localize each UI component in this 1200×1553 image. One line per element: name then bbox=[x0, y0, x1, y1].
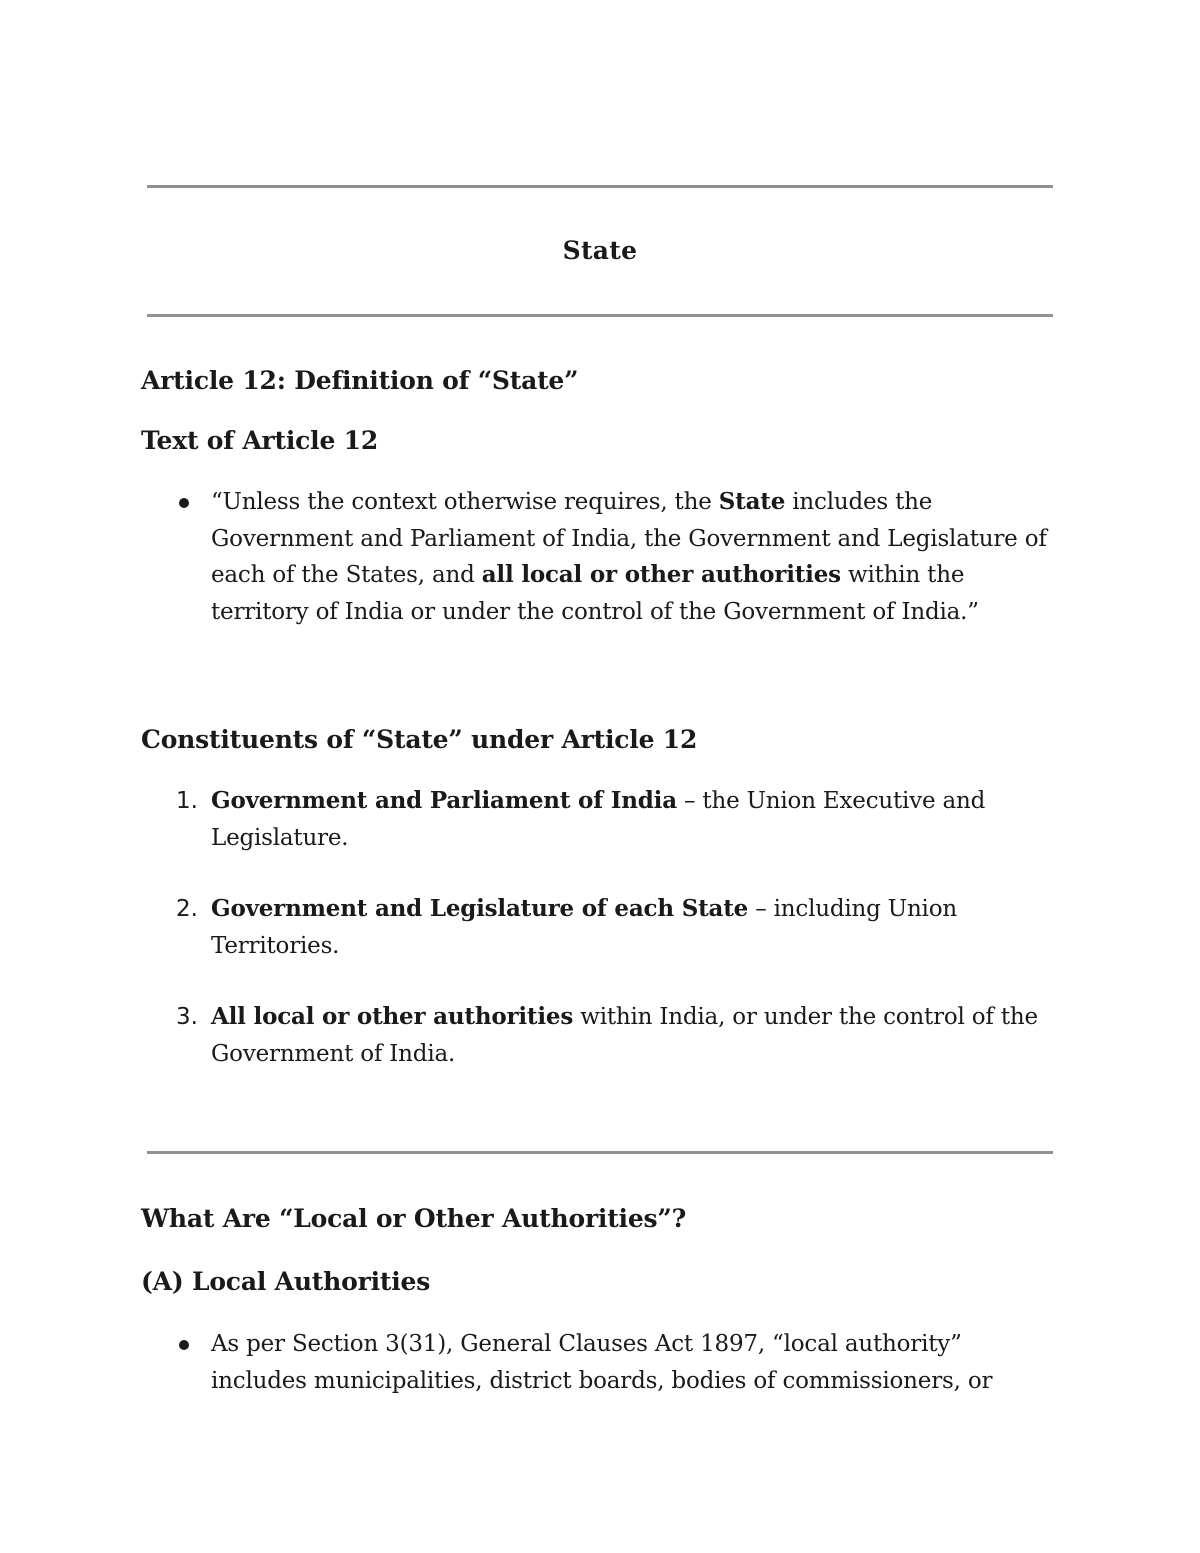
article12-heading: Article 12: Definition of “State” bbox=[141, 366, 579, 395]
article-text-bold: all local or other authorities bbox=[481, 561, 841, 588]
article-text-part: “Unless the context otherwise requires, the bbox=[211, 489, 719, 515]
list-item bbox=[211, 891, 1061, 964]
horizontal-rule bbox=[147, 185, 1053, 188]
article-text-part: within the territory of India or under the control of the Government of India.” bbox=[211, 562, 979, 625]
local-authorities-heading: What Are “Local or Other Authorities”? bbox=[141, 1204, 687, 1233]
list-number: 3. bbox=[176, 1004, 198, 1030]
text-of-article-heading: Text of Article 12 bbox=[141, 426, 379, 455]
list-item bbox=[211, 999, 1061, 1072]
constituents-heading: Constituents of “State” under Article 12 bbox=[141, 725, 698, 754]
article-text-paragraph bbox=[211, 484, 1061, 630]
horizontal-rule bbox=[147, 1151, 1053, 1154]
page-title: State bbox=[562, 236, 638, 265]
local-authorities-subheading: (A) Local Authorities bbox=[141, 1267, 431, 1296]
bullet-icon bbox=[179, 498, 189, 508]
list-item-bold: Government and Legislature of each State bbox=[211, 895, 749, 922]
list-item-text: – the Union Executive and Legislature. bbox=[211, 788, 986, 851]
local-authority-bullet-text: As per Section 3(31), General Clauses Act 1897, “local authority” includes municipalities, district boards, bodies of commissioners, or bbox=[211, 1331, 993, 1394]
horizontal-rule bbox=[147, 314, 1053, 317]
list-item-bold: Government and Parliament of India bbox=[211, 787, 677, 814]
list-number: 1. bbox=[176, 788, 198, 814]
list-item-text: – including Union Territories. bbox=[211, 896, 957, 959]
bullet-icon bbox=[179, 1340, 189, 1350]
list-item-bold: All local or other authorities bbox=[211, 1003, 574, 1030]
list-number: 2. bbox=[176, 896, 198, 922]
article-text-part: includes the Government and Parliament of India, the Government and Legislature of each of the States, and bbox=[211, 489, 1047, 588]
list-item-text: within India, or under the control of the Government of India. bbox=[211, 1004, 1038, 1067]
list-item bbox=[211, 783, 1061, 856]
article-text-bold: State bbox=[718, 488, 786, 515]
